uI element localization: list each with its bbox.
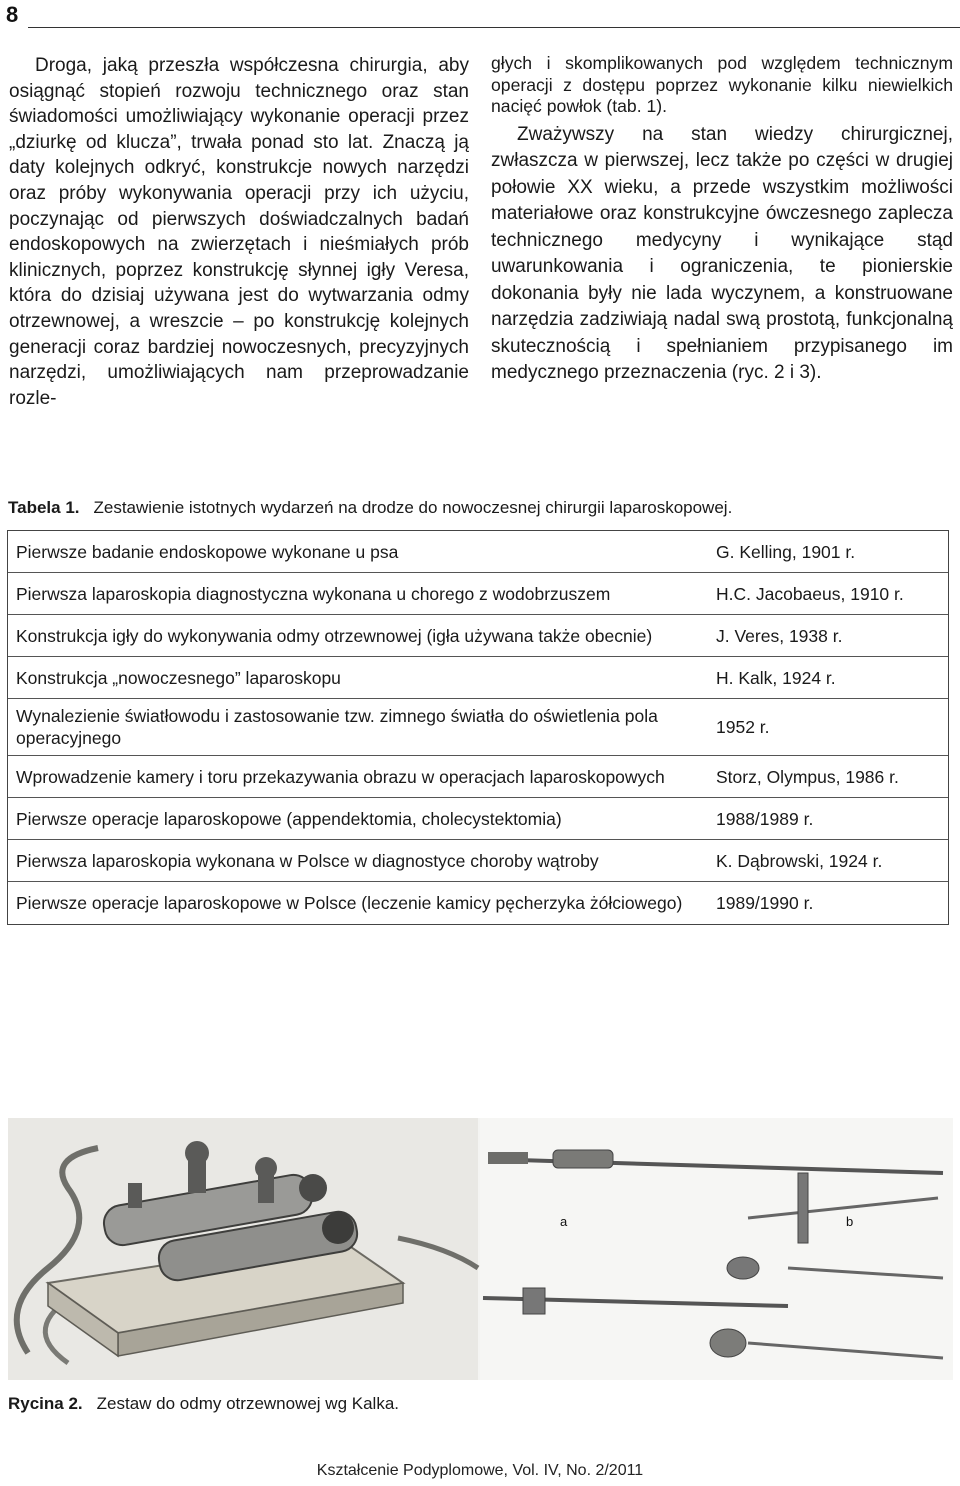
table-row [8,531,948,573]
figure-label-b: b [846,1214,854,1229]
event-cell: Pierwsze operacje laparoskopowe (appendektomia, cholecystektomia) [16,808,562,829]
author-date-cell: Storz, Olympus, 1986 r. [716,766,899,787]
figure-label-a: a [560,1214,568,1229]
left-column-paragraph: Droga, jaką przeszła współczesna chirurgia, aby osiągnąć stopień rozwoju technicznego oraz stan świadomości umożliwiający wykonanie operacji przez „dziurkę od klucza”, trwała ponad sto lat. Znaczą ją daty kolejnych odkryć, konstrukcje nowych narzędzi oraz próby wykonywania operacji przy ich użyciu, poczynając od pierwszych doświadczalnych badań endoskopowych na zwierzętach i nieśmiałych prób klinicznych, poprzez konstrukcję słynnej igły Veresa, która do dzisiaj używana jest do wytwarzania odmy otrzewnowej, a wreszcie – po konstrukcję kolejnych generacji coraz bardziej nowoczesnych, precyzyjnych narzędzi, umożliwiających nam przeprowadzanie rozle- [9,55,469,409]
table-row [8,840,948,882]
figure-image [8,1118,953,1380]
table-label: Tabela 1. [8,498,80,517]
page-footer: Kształcenie Podyplomowe, Vol. IV, No. 2/2011 [316,1462,644,1479]
table-row [8,657,948,699]
author-date-cell: 1952 r. [716,717,770,737]
author-date-cell: 1989/1990 r. [716,893,814,913]
event-cell: Konstrukcja igły do wykonywania odmy otrzewnowej (igła używana także obecnie) [16,625,653,646]
event-cell: Pierwsza laparoskopia diagnostyczna wykonana u chorego z wodobrzuszem [16,583,611,604]
event-cell: Pierwsze operacje laparoskopowe w Polsce (leczenie kamicy pęcherzyka żółciowego) [16,893,683,913]
table-row [8,615,948,657]
figure-caption [8,1394,399,1414]
right-column-paragraph-2: Zważywszy na stan wiedzy chirurgicznej, zwłaszcza w pierwszej, lecz także po części w drugiej połowie XX wieku, a przede wszystkim możliwości materiałowe oraz konstrukcyjne ówczesnego zaplecza technicznego medycyny i wynikające stąd uwarunkowania i ograniczenia, te pionierskie dokonania były nie lada wyczynem, a konstruowane narzędzia zadziwiają nadal swą prostotą, funkcjonalną skutecznością i spełnianiem przypisanego im medycznego przeznaczenia (ryc. 2 i 3). [491,123,953,383]
event-cell: Pierwsze badanie endoskopowe wykonane u psa [16,541,399,562]
author-date-cell: K. Dąbrowski, 1924 r. [716,850,883,871]
author-date-cell: J. Veres, 1938 r. [716,625,843,646]
table-caption-text: Zestawienie istotnych wydarzeń na drodze do nowoczesnej chirurgii laparoskopowej. [93,498,733,517]
veres-needles-photo [480,1118,953,1380]
table-row [8,882,948,924]
event-cell: Wynalezienie światłowodu i zastosowanie tzw. zimnego światła do oświetlenia pola operacyjnego [16,706,658,748]
right-column [491,53,953,387]
event-cell: Wprowadzenie kamery i toru przekazywania obrazu w operacjach laparoskopowych [16,766,665,787]
page-number: 8 [6,2,19,27]
author-date-cell: 1988/1989 r. [716,808,814,829]
table-row [8,756,948,798]
left-column [9,53,469,411]
right-column-paragraph-1: głych i skomplikowanych pod względem technicznym operacji z dostępu poprzez wykonanie kilku niewielkich nacięć powłok (tab. 1). [491,53,953,116]
events-table [7,530,949,925]
author-date-cell: H.C. Jacobaeus, 1910 r. [716,583,904,604]
table-row [8,699,948,756]
table-row [8,798,948,840]
figure-label: Rycina 2. [8,1394,83,1413]
author-date-cell: H. Kalk, 1924 r. [716,667,836,688]
insufflation-apparatus-photo [8,1118,478,1380]
event-cell: Pierwsza laparoskopia wykonana w Polsce w diagnostyce choroby wątroby [16,850,599,871]
event-cell: Konstrukcja „nowoczesnego” laparoskopu [16,667,341,688]
table-row [8,573,948,615]
table-caption [8,498,732,518]
header-rule [28,27,960,28]
author-date-cell: G. Kelling, 1901 r. [716,541,856,562]
figure-caption-text: Zestaw do odmy otrzewnowej wg Kalka. [96,1394,400,1413]
